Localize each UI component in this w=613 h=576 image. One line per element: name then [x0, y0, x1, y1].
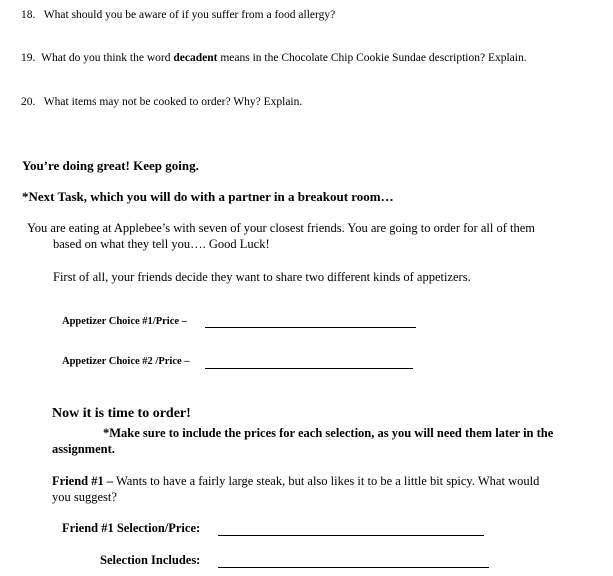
- selection-includes-blank[interactable]: [218, 567, 489, 568]
- question-text: What should you be aware of if you suffer from a food allergy?: [43, 9, 336, 21]
- appetizer-intro: First of all, your friends decide they want to share two different kinds of appetizers.: [53, 270, 471, 284]
- friend-1-description: [52, 474, 539, 489]
- question-text: What items may not be cooked to order? Why? Explain.: [43, 96, 303, 108]
- order-heading: Now it is time to order!: [52, 406, 191, 421]
- question-text: What do you think the word: [41, 52, 174, 64]
- friend-1-label: Friend #1 –: [52, 474, 114, 488]
- order-note-line-2: assignment.: [52, 442, 115, 456]
- question-number: 20.: [21, 96, 36, 108]
- appetizer-2-blank[interactable]: [205, 368, 413, 369]
- scenario-line-1: You are eating at Applebee’s with seven of your closest friends. You are going to order for all of them: [27, 221, 535, 235]
- question-number: 19.: [21, 52, 36, 64]
- friend-1-desc-line-2: you suggest?: [52, 490, 117, 504]
- next-task-heading: *Next Task, which you will do with a partner in a breakout room…: [22, 189, 394, 204]
- question-number: 18.: [21, 9, 36, 21]
- appetizer-2-label: Appetizer Choice #2 /Price –: [62, 356, 190, 367]
- order-note-line-1: *Make sure to include the prices for each selection, as you will need them later in the: [103, 426, 554, 440]
- question-18: [21, 9, 335, 21]
- scenario-line-2: based on what they tell you…. Good Luck!: [53, 237, 270, 251]
- question-20: [21, 96, 302, 108]
- selection-includes-label: Selection Includes:: [100, 553, 201, 567]
- appetizer-1-label: Appetizer Choice #1/Price –: [62, 316, 187, 327]
- friend-1-desc-line-1: Wants to have a fairly large steak, but also likes it to be a little bit spicy. What would: [113, 474, 540, 488]
- question-19: [21, 52, 527, 64]
- friend-1-selection-label: Friend #1 Selection/Price:: [62, 521, 201, 535]
- question-text-end: means in the Chocolate Chip Cookie Sundae description? Explain.: [217, 52, 527, 64]
- friend-1-selection-blank[interactable]: [218, 535, 484, 536]
- vocab-word: decadent: [173, 52, 218, 64]
- appetizer-1-blank[interactable]: [205, 327, 416, 328]
- encouragement-text: You’re doing great! Keep going.: [22, 158, 199, 173]
